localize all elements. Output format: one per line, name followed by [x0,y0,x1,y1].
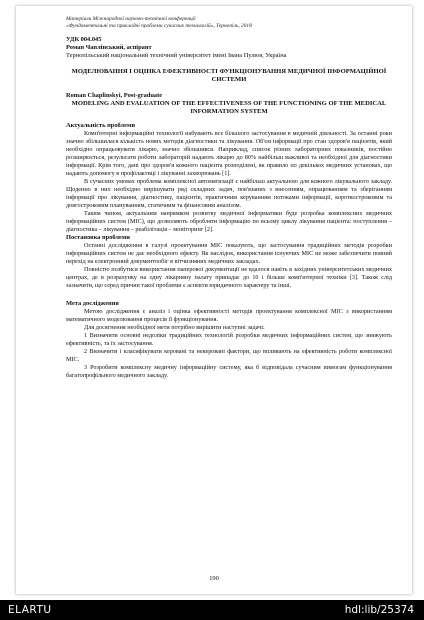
paragraph: Повністю позбутися використання паперової документації не вдалося навіть в західних університетських медичних центрах, де в розрахунку на одну лікарняну палату припадає до 10 і більше комп'ютерної техніки [3]. Також слід зазначити, що серед причин такої проблеми є аспекти юридичного характеру та інші. [66,266,392,290]
section-heading-goal: Мета дослідження [66,300,119,308]
section-heading-relevance: Актуальність проблеми [66,122,136,130]
repository-footer [0,600,424,620]
title-en: MODELING AND EVALUATION OF THE EFFECTIVENESS OF THE FUNCTIONING OF THE MEDICAL INFORMATION SYSTEM [71,100,387,116]
document-page [16,6,412,594]
conference-header [66,16,392,29]
paragraph: Метою дослідження є аналіз і оцінка ефективності методів проектування комплексної МІС з використанням математичного моделювання процесів її функціонування. [66,308,392,324]
author-uk: Роман Чаплінський, аспірант [66,44,152,52]
affiliation: Тернопільський національний технічний університет імені Івана Пулюя, Україна [66,52,287,60]
paragraph: Для досягнення необхідної мети потрібно вирішити наступні задачі: [84,324,265,332]
conference-header-line-1: Матеріали Міжнародної науково-технічної конференції [66,16,196,22]
page-number: 190 [209,575,219,582]
title-uk: МОДЕЛЮВАННЯ І ОЦІНКА ЕФЕКТИВНОСТІ ФУНКЦІОНУВАННЯ МЕДИЧНОЇ ІНФОРМАЦІЙНОЇ СИСТЕМИ [71,68,387,84]
conference-header-line-2: «Фундаментальні та прикладні проблеми сучасних технологій», Тернопіль, 2018 [66,22,252,29]
list-item: 3 Розробити комплексну медичну інформаційну систему, яка б відповідала сучасним вимогам функціонування багатопрофільного медичного закладу. [66,364,392,380]
paragraph: Останні дослідження в галузі проектування МІС показують, що застосування традиційних методів розробки інформаційних систем не дає необхідного ефекту. Як наслідок, використання існуючих МІС не може забезпечити повний перехід на електронний документообіг в вітчизняних медичних закладах. [66,242,392,266]
list-item: 2 Визначити і класифікувати керовані та некеровані фактори, що впливають на ефективність роботи комплексної МІС. [66,348,392,364]
udk-code: УДК 004.045 [66,36,102,44]
page-content [66,16,392,380]
paragraph: Таким чином, актуальним напрямком розвитку медичної інформатики буде розробка комплексних медичних інформаційних систем (МІС), що дозволяють обробляти інформацію по всьому циклу лікування пацієнта: поступлення – діагностика – лікування – реабілітація – моніторинг [2]. [66,210,392,234]
list-item: 1 Визначити основні недоліки традиційних технологій розробки медичних інформаційних систем, що знижують ефективність, та їх застосування. [66,332,392,348]
handle-link[interactable]: hdl:lib/25374 [344,604,414,616]
section-heading-problem: Постановка проблеми [66,234,130,242]
paragraph: Комп'ютерні інформаційні технології набувають все більшого застосування в медичній діяльності. За останні роки значно збільшилася кількість нових методів діагностики та лікування. Об'єм інформації про стан здоров'я пацієнтів, який необхідно опрацьовувати лікарю, значно збільшився. Наприклад, список різних лабораторних показників, постійно розширюється, результати роботи лабораторій надають лікарю до 80% найбільш важливої та необхідної для діагностики інформації. Крім того, дані про здоров'я кожного пацієнта розподілені, як правило по декількох медичних установах, що надають допомогу в профілактиці і лікуванні захворювань [1]. [66,130,392,178]
author-en: Roman Chaplinskyi, Post-graduate [66,92,163,100]
paragraph: В сучасних умовах проблема комплексної автоматизації є найбільш актуальною для кожного лікувального закладу. Щоденно в них необхідно вирішувати ряд складних задач, пов'язаних з внесенням, опрацюванням та зберіганням інформації про лікування, діагностику, пацієнтів, практичним керуванням потоками інформації, короткостроковим та довгостроковим плануванням, статичним та фінансовим аналізом. [66,178,392,210]
repository-name: ELARTU [8,604,52,616]
